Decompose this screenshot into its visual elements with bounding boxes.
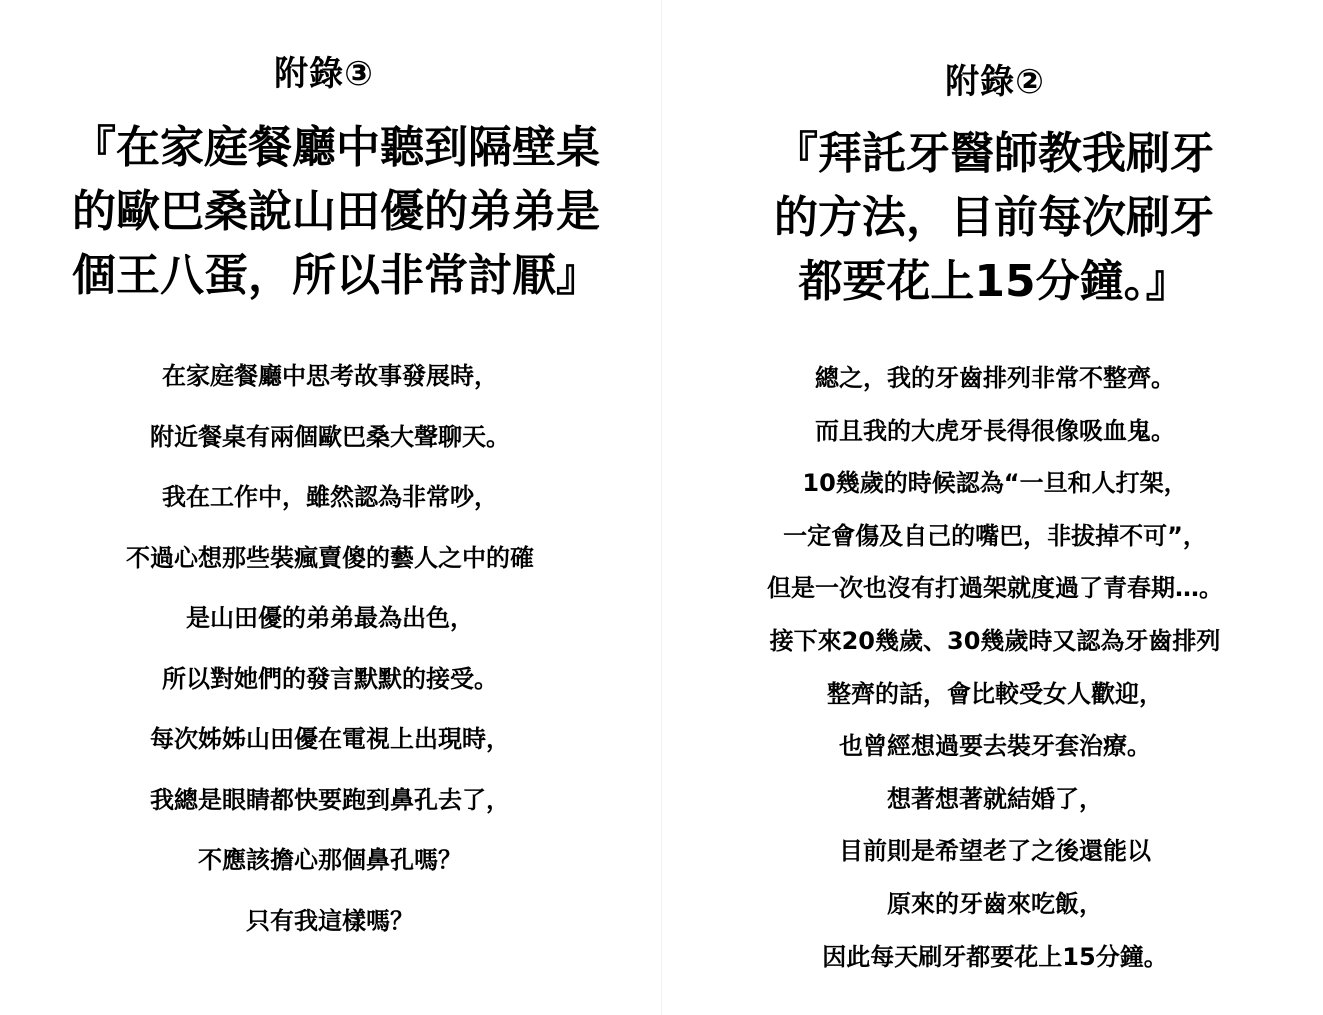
body-line: 不過心想那些裝瘋賣傻的藝人之中的確 <box>126 543 534 572</box>
body-line: 所以對她們的發言默默的接受。 <box>162 664 498 693</box>
appendix-title-3: 附錄③ <box>274 54 374 94</box>
page-gutter <box>661 0 662 1015</box>
headline-line: 『拜託牙醫師教我刷牙 <box>774 128 1214 179</box>
body-line: 目前則是希望老了之後還能以 <box>839 837 1151 866</box>
body-line: 因此每天刷牙都要花上15分鐘。 <box>822 942 1168 971</box>
headline-line: 『在家庭餐廳中聽到隔壁桌 <box>72 122 600 173</box>
body-line: 是山田優的弟弟最為出色， <box>186 604 474 632</box>
right-body-text <box>690 352 1300 983</box>
body-line: 而且我的大虎牙長得很像吸血鬼。 <box>815 416 1175 445</box>
body-line: 附近餐桌有兩個歐巴桑大聲聊天。 <box>150 422 510 451</box>
body-line: 我在工作中，雖然認為非常吵， <box>162 483 498 511</box>
body-line: 但是一次也沒有打過架就度過了青春期…。 <box>767 574 1223 603</box>
body-line: 想著想著就結婚了， <box>887 784 1103 813</box>
body-line: 原來的牙齒來吃飯， <box>887 889 1103 918</box>
body-line: 在家庭餐廳中思考故事發展時， <box>162 362 498 390</box>
body-line: 接下來20幾歲、30幾歲時又認為牙齒排列 <box>769 626 1221 655</box>
body-line: 每次姊姊山田優在電視上出現時， <box>150 725 510 753</box>
body-line: 我總是眼睛都快要跑到鼻孔去了， <box>150 785 510 814</box>
headline-line: 個王八蛋，所以非常討厭』 <box>72 250 600 301</box>
left-headline <box>32 116 640 308</box>
appendix-title-2: 附錄② <box>945 62 1045 102</box>
body-line: 也曾經想過要去裝牙套治療。 <box>839 732 1151 761</box>
right-headline <box>688 122 1300 314</box>
left-body-text <box>20 346 640 951</box>
body-line: 10幾歲的時候認為“一旦和人打架， <box>802 469 1188 498</box>
headline-line: 的歐巴桑說山田優的弟弟是 <box>72 186 600 237</box>
body-line: 總之，我的牙齒排列非常不整齊。 <box>815 364 1175 392</box>
right-page <box>680 0 1300 1015</box>
headline-line: 都要花上15分鐘。』 <box>798 256 1190 307</box>
left-page <box>20 0 640 1015</box>
body-line: 一定會傷及自己的嘴巴，非拔掉不可”， <box>783 521 1207 550</box>
body-line: 不應該擔心那個鼻孔嗎？ <box>198 846 462 874</box>
headline-line: 的方法，目前每次刷牙 <box>774 192 1214 243</box>
body-line: 整齊的話，會比較受女人歡迎， <box>827 679 1163 708</box>
body-line: 只有我這樣嗎？ <box>246 906 414 935</box>
